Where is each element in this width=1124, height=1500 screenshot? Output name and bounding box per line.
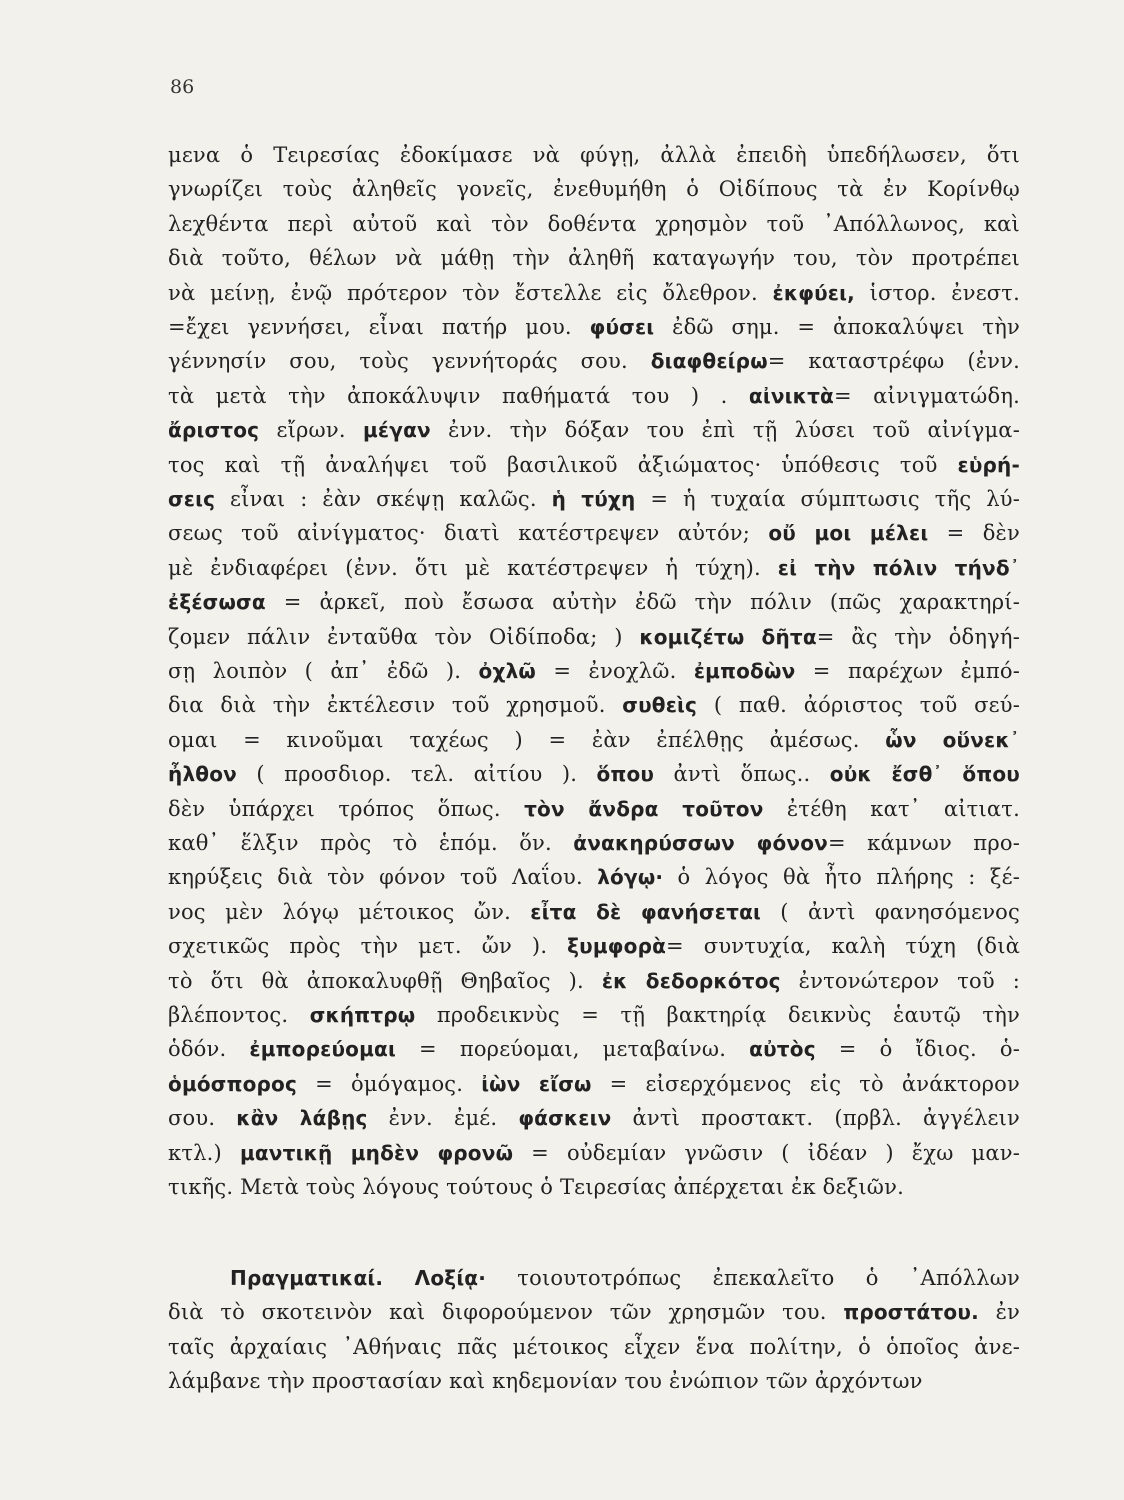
gloss-text: μὲ ἐνδιαφέρει (ἐνν. ὅτι μὲ κατέστρεψεν ἡ τύχη). [168, 555, 778, 580]
lemma-term: ὅπου [596, 762, 655, 787]
gloss-text: γέννησίν σου, τοὺς γεννήτοράς σου. [168, 349, 651, 374]
lemma-term: οὔ μοι μέλει [768, 521, 929, 546]
text-line [168, 174, 1020, 204]
lemma-term: λόγῳ· [597, 865, 664, 890]
text-line [168, 966, 1020, 996]
lemma-term: αἰνικτὰ [748, 383, 834, 408]
text-line [168, 243, 1020, 273]
lemma-term: κομιζέτω δῆτα [639, 624, 817, 649]
text-line [230, 1263, 1020, 1293]
text-line [168, 1000, 1020, 1030]
gloss-text: = οὐδεμίαν γνῶσιν ( ἰδέαν ) ἔχω μαν- [513, 1140, 1021, 1165]
lemma-term: εἰ τὴν πόλιν τήνδ᾿ [777, 555, 1020, 580]
gloss-text: ταῖς ἀρχαίαις ᾿Αθήναις πᾶς μέτοικος εἶχεν ἕνα πολίτην, ὁ ὁποῖος ἀνε- [168, 1334, 1020, 1359]
lemma-term: ἄριστος [168, 418, 260, 443]
gloss-text: = κάμνων προ- [828, 831, 1020, 855]
text-line [168, 622, 1020, 652]
lemma-term: τὸν ἄνδρα τοῦτον [524, 796, 764, 821]
lemma-term: διαφθείρω [650, 349, 768, 374]
text-line [168, 1034, 1020, 1064]
gloss-text: ἐνν. τὴν δόξαν του ἐπὶ τῇ λύσει τοῦ αἰνίγμα- [430, 418, 1020, 443]
gloss-text: ἀντὶ προστακτ. (πρβλ. ἀγγέλειν [611, 1106, 1020, 1131]
text-line [168, 1366, 1020, 1396]
lemma-term: ἦλθον [168, 762, 237, 787]
gloss-text: τοιουτοτρόπως ἐπεκαλεῖτο ὁ ᾿Απόλλων [486, 1266, 1021, 1290]
gloss-text: = ἐνοχλῶ. [536, 659, 694, 683]
gloss-text: ἐδῶ σημ. = ἀποκαλύψει τὴν [654, 315, 1020, 339]
text-line [168, 1138, 1020, 1168]
text-line [168, 346, 1020, 376]
lemma-term: συθεὶς [622, 693, 698, 718]
gloss-text: διὰ τὸ σκοτεινὸν καὶ διφορούμενον τῶν χρησμῶν του. [168, 1300, 844, 1325]
lemma-term: μαντικῇ μηδὲν φρονῶ [239, 1140, 514, 1165]
text-line [168, 759, 1020, 789]
text-line [168, 278, 1020, 308]
gloss-text: ὁ λόγος θὰ ἦτο πλήρης : ξέ- [663, 865, 1020, 890]
gloss-text: τος καὶ τῇ ἀναλήψει τοῦ βασιλικοῦ ἀξιώματος· ὑπόθεσις τοῦ [168, 452, 958, 477]
gloss-text: γνωρίζει τοὺς ἀληθεῖς γονεῖς, ἐνεθυμήθη ὁ Οἰδίπους τὰ ἐν Κορίνθῳ [168, 177, 1020, 202]
text-line [168, 828, 1020, 858]
lemma-term: προστάτου. [843, 1300, 979, 1325]
text-line [168, 553, 1020, 583]
gloss-text: σου. [168, 1106, 237, 1131]
gloss-text: εἴρων. [259, 418, 364, 443]
gloss-text: = ἡ τυχαία σύμπτωσις τῆς λύ- [635, 487, 1020, 511]
gloss-text: κτλ.) [168, 1140, 240, 1165]
lemma-term: εἶτα δὲ φανήσεται [530, 899, 761, 924]
gloss-text: βλέποντος. [168, 1003, 310, 1027]
text-line [168, 897, 1020, 927]
gloss-text: = ὁμόγαμος. [297, 1071, 482, 1096]
gloss-text: ἀντὶ ὅπως.. [654, 762, 830, 787]
lemma-term: ἐκ δεδορκότος [601, 968, 781, 993]
gloss-text: καθ᾿ ἕλξιν πρὸς τὸ ἑπόμ. ὅν. [168, 831, 574, 855]
gloss-text: = αἰνιγματώδη. [833, 383, 1021, 408]
lemma-term: ὁμόσπορος [168, 1071, 298, 1096]
lemma-term: ἐμποδὼν [693, 659, 796, 683]
gloss-text: ἐτέθη κατ᾿ αἰτιατ. [763, 796, 1020, 821]
lemma-term: ἐξέσωσα [168, 590, 266, 615]
gloss-text: ζομεν πάλιν ἐνταῦθα τὸν Οἰδίποδα; ) [168, 624, 640, 649]
gloss-text: = ἂς τὴν ὁδηγή- [816, 624, 1020, 649]
gloss-text: ( παθ. ἀόριστος τοῦ σεύ- [697, 693, 1021, 718]
gloss-text: λεχθέντα περὶ αὐτοῦ καὶ τὸν δοθέντα χρησμὸν τοῦ ᾿Απόλλωνος, καὶ [168, 211, 1020, 236]
gloss-text: διὰ τοῦτο, θέλων νὰ μάθῃ τὴν ἀληθῆ καταγωγήν του, τὸν προτρέπει [168, 246, 1020, 271]
lemma-term: ἐκφύει, [772, 280, 855, 305]
gloss-text: = καταστρέφω (ἐνν. [767, 349, 1020, 374]
lemma-term: αὐτὸς [749, 1037, 816, 1062]
lemma-term: Πραγματικαί. Λοξίᾳ· [230, 1266, 487, 1290]
text-line [168, 415, 1020, 445]
gloss-text: δια διὰ τὴν ἐκτέλεσιν τοῦ χρησμοῦ. [168, 693, 623, 718]
text-line [168, 140, 1020, 170]
gloss-text: μενα ὁ Τειρεσίας ἐδοκίμασε νὰ φύγῃ, ἀλλὰ ἐπειδὴ ὑπεδήλωσεν, ὅτι [168, 143, 1020, 167]
gloss-text: ( προσδιορ. τελ. αἰτίου ). [237, 762, 597, 787]
lemma-term: οὐκ ἔσθ᾿ ὅπου [829, 762, 1020, 787]
lemma-term: κἂν λάβῃς [236, 1106, 368, 1131]
gloss-text: = πορεύομαι, μεταβαίνω. [395, 1037, 750, 1062]
text-line [168, 794, 1020, 824]
text-line [168, 1332, 1020, 1362]
gloss-text: προδεικνὺς = τῇ βακτηρίᾳ δεικνὺς ἑαυτῷ τὴν [415, 1003, 1020, 1027]
text-line [168, 1103, 1020, 1133]
lemma-term: σκήπτρῳ [309, 1003, 416, 1027]
gloss-text: ( ἀντὶ φανησόμενος [761, 899, 1020, 924]
gloss-text: ὁδόν. [168, 1037, 250, 1062]
text-line [168, 1172, 1020, 1202]
text-line [168, 862, 1020, 892]
lemma-term: ὧν οὕνεκ᾿ [885, 727, 1020, 752]
gloss-text: = δὲν [928, 521, 1020, 546]
gloss-text: ομαι = κινοῦμαι ταχέως ) = ἐὰν ἐπέλθῃς ἀμέσως. [168, 727, 886, 752]
text-line [168, 690, 1020, 720]
gloss-text: ἱστορ. ἐνεστ. [854, 280, 1021, 305]
text-line [168, 587, 1020, 617]
lemma-term: ἰὼν εἴσω [481, 1071, 592, 1096]
gloss-text: τὰ μετὰ τὴν ἀποκάλυψιν παθήματά του ) . [168, 383, 749, 408]
lemma-term: ὀχλῶ [478, 659, 537, 683]
gloss-text: =ἔχει γεννήσει, εἶναι πατήρ μου. [168, 315, 590, 339]
lemma-term: ξυμφορὰ [567, 934, 667, 959]
text-line [168, 1297, 1020, 1327]
text-line [168, 656, 1020, 686]
gloss-text: τὸ ὅτι θὰ ἀποκαλυφθῇ Θηβαῖος ). [168, 968, 602, 993]
text-line [168, 312, 1020, 342]
lemma-term: φάσκειν [518, 1106, 612, 1131]
lemma-term: σεις [168, 487, 216, 511]
page-number: 86 [170, 76, 195, 98]
lemma-term: μέγαν [363, 418, 431, 443]
gloss-text: λάμβανε τὴν προστασίαν καὶ κηδεμονίαν του ἐνώπιον τῶν ἀρχόντων [168, 1369, 923, 1394]
gloss-text: = παρέχων ἐμπό- [795, 659, 1020, 683]
gloss-text: νος μὲν λόγῳ μέτοικος ὤν. [168, 899, 531, 924]
lemma-term: ἀνακηρύσσων φόνον [573, 831, 828, 855]
gloss-text: ἐνν. ἐμέ. [367, 1106, 519, 1131]
gloss-text: = ἀρκεῖ, ποὺ ἔσωσα αὐτὴν ἐδῶ τὴν πόλιν (πῶς χαρακτηρί- [265, 590, 1020, 615]
text-line [168, 381, 1020, 411]
gloss-text: = ὁ ἴδιος. ὁ- [815, 1037, 1021, 1062]
text-line [168, 484, 1020, 514]
gloss-text: ἐντονώτερον τοῦ : [780, 968, 1021, 993]
text-line [168, 450, 1020, 480]
lemma-term: ἐμπορεύομαι [249, 1037, 396, 1062]
gloss-text: κηρύξεις διὰ τὸν φόνον τοῦ Λαΐου. [168, 865, 598, 890]
gloss-text: εἶναι : ἐὰν σκέψῃ καλῶς. [215, 487, 552, 511]
text-line [168, 209, 1020, 239]
lemma-term: ἡ τύχη [551, 487, 636, 511]
gloss-text: = εἰσερχόμενος εἰς τὸ ἀνάκτορον [591, 1071, 1020, 1096]
lemma-term: εὑρή- [957, 452, 1020, 477]
gloss-text: σεως τοῦ αἰνίγματος· διατὶ κατέστρεψεν αὐτόν; [168, 521, 769, 546]
gloss-text: νὰ μείνῃ, ἐνῷ πρότερον τὸν ἔστελλε εἰς ὄλεθρον. [168, 280, 773, 305]
gloss-text: = συντυχία, καλὴ τύχη (διὰ [666, 934, 1021, 959]
text-line [168, 518, 1020, 548]
text-line [168, 1069, 1020, 1099]
lemma-term: φύσει [589, 315, 655, 339]
text-line [168, 931, 1020, 961]
gloss-text: δὲν ὑπάρχει τρόπος ὅπως. [168, 796, 525, 821]
gloss-text: ἐν [978, 1300, 1021, 1325]
gloss-text: σῃ λοιπὸν ( ἀπ᾿ ἐδῶ ). [168, 659, 479, 683]
gloss-text: σχετικῶς πρὸς τὴν μετ. ὤν ). [168, 934, 568, 959]
text-line [168, 725, 1020, 755]
gloss-text: τικῆς. Μετὰ τοὺς λόγους τούτους ὁ Τειρεσίας ἀπέρχεται ἐκ δεξιῶν. [168, 1175, 904, 1199]
